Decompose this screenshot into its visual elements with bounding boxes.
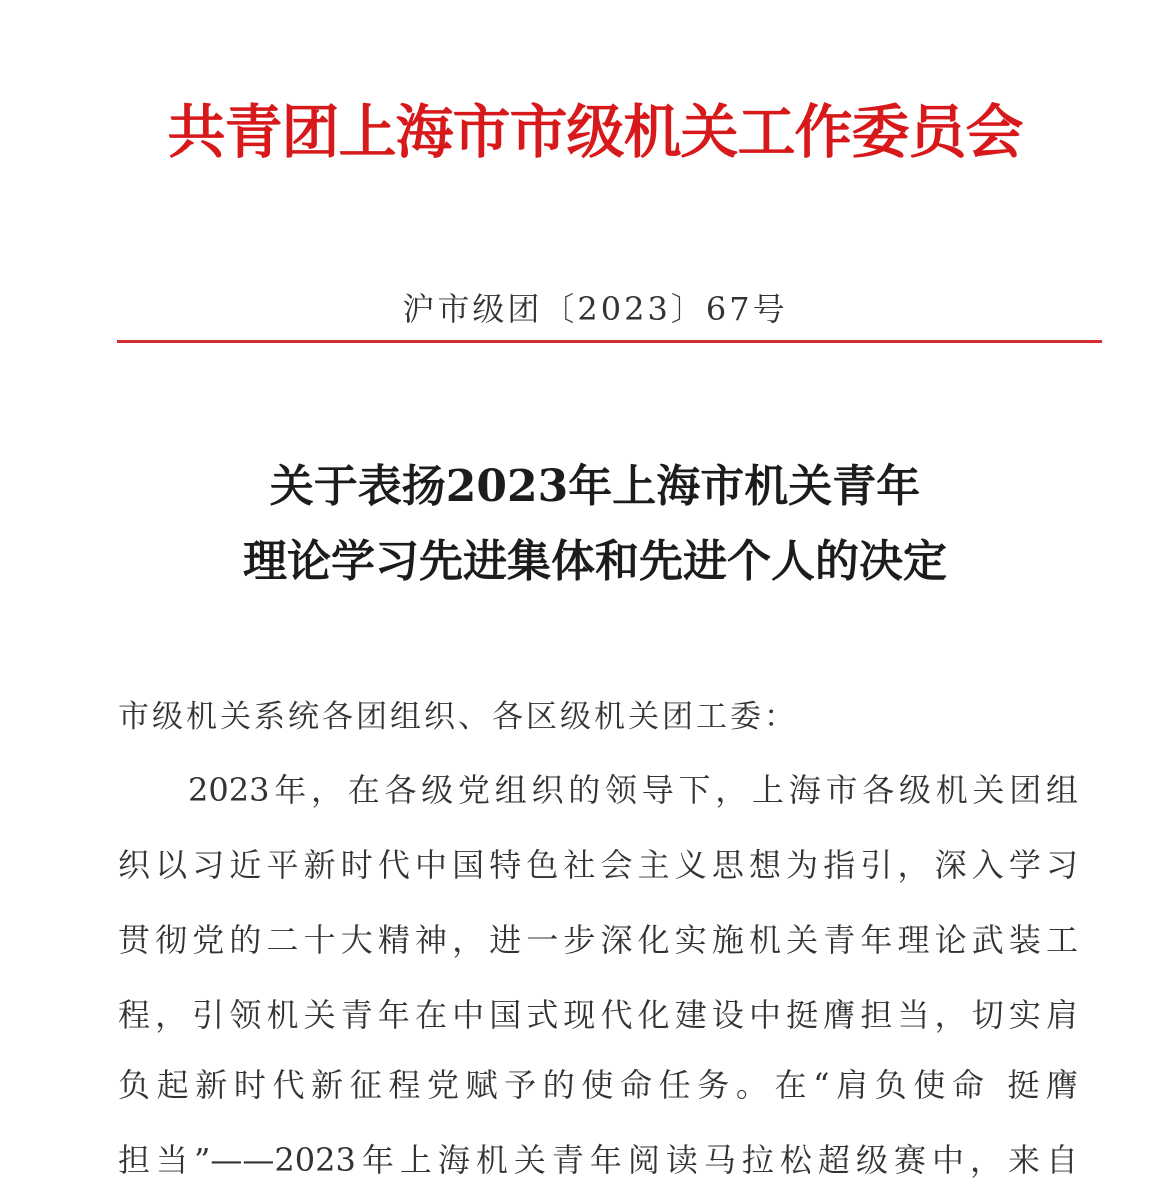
document-title-line-1: 关于表扬2023年上海市机关青年 <box>269 461 921 512</box>
red-divider-line <box>117 340 1102 343</box>
salutation: 市级机关系统各团组织、各区级机关团工委： <box>118 699 798 735</box>
body-line-5: 负起新时代新征程党赋予的使命任务。在“肩负使命 挺膺 <box>118 1066 1078 1104</box>
document-title-line-2: 理论学习先进集体和先进个人的决定 <box>243 536 947 587</box>
body-line-3: 贯彻党的二十大精神，进一步深化实施机关青年理论武装工 <box>118 921 1078 959</box>
body-line-2: 织以习近平新时代中国特色社会主义思想为指引，深入学习 <box>118 846 1078 884</box>
issuing-org-header: 共青团上海市市级机关工作委员会 <box>167 98 1023 166</box>
document-number: 沪市级团〔2023〕67号 <box>402 290 788 328</box>
body-line-6: 担当”——2023年上海机关青年阅读马拉松超级赛中，来自 <box>118 1141 1078 1179</box>
body-line-1: 2023年，在各级党组织的领导下，上海市各级机关团组 <box>188 771 1078 809</box>
body-line-4: 程，引领机关青年在中国式现代化建设中挺膺担当，切实肩 <box>118 996 1078 1034</box>
